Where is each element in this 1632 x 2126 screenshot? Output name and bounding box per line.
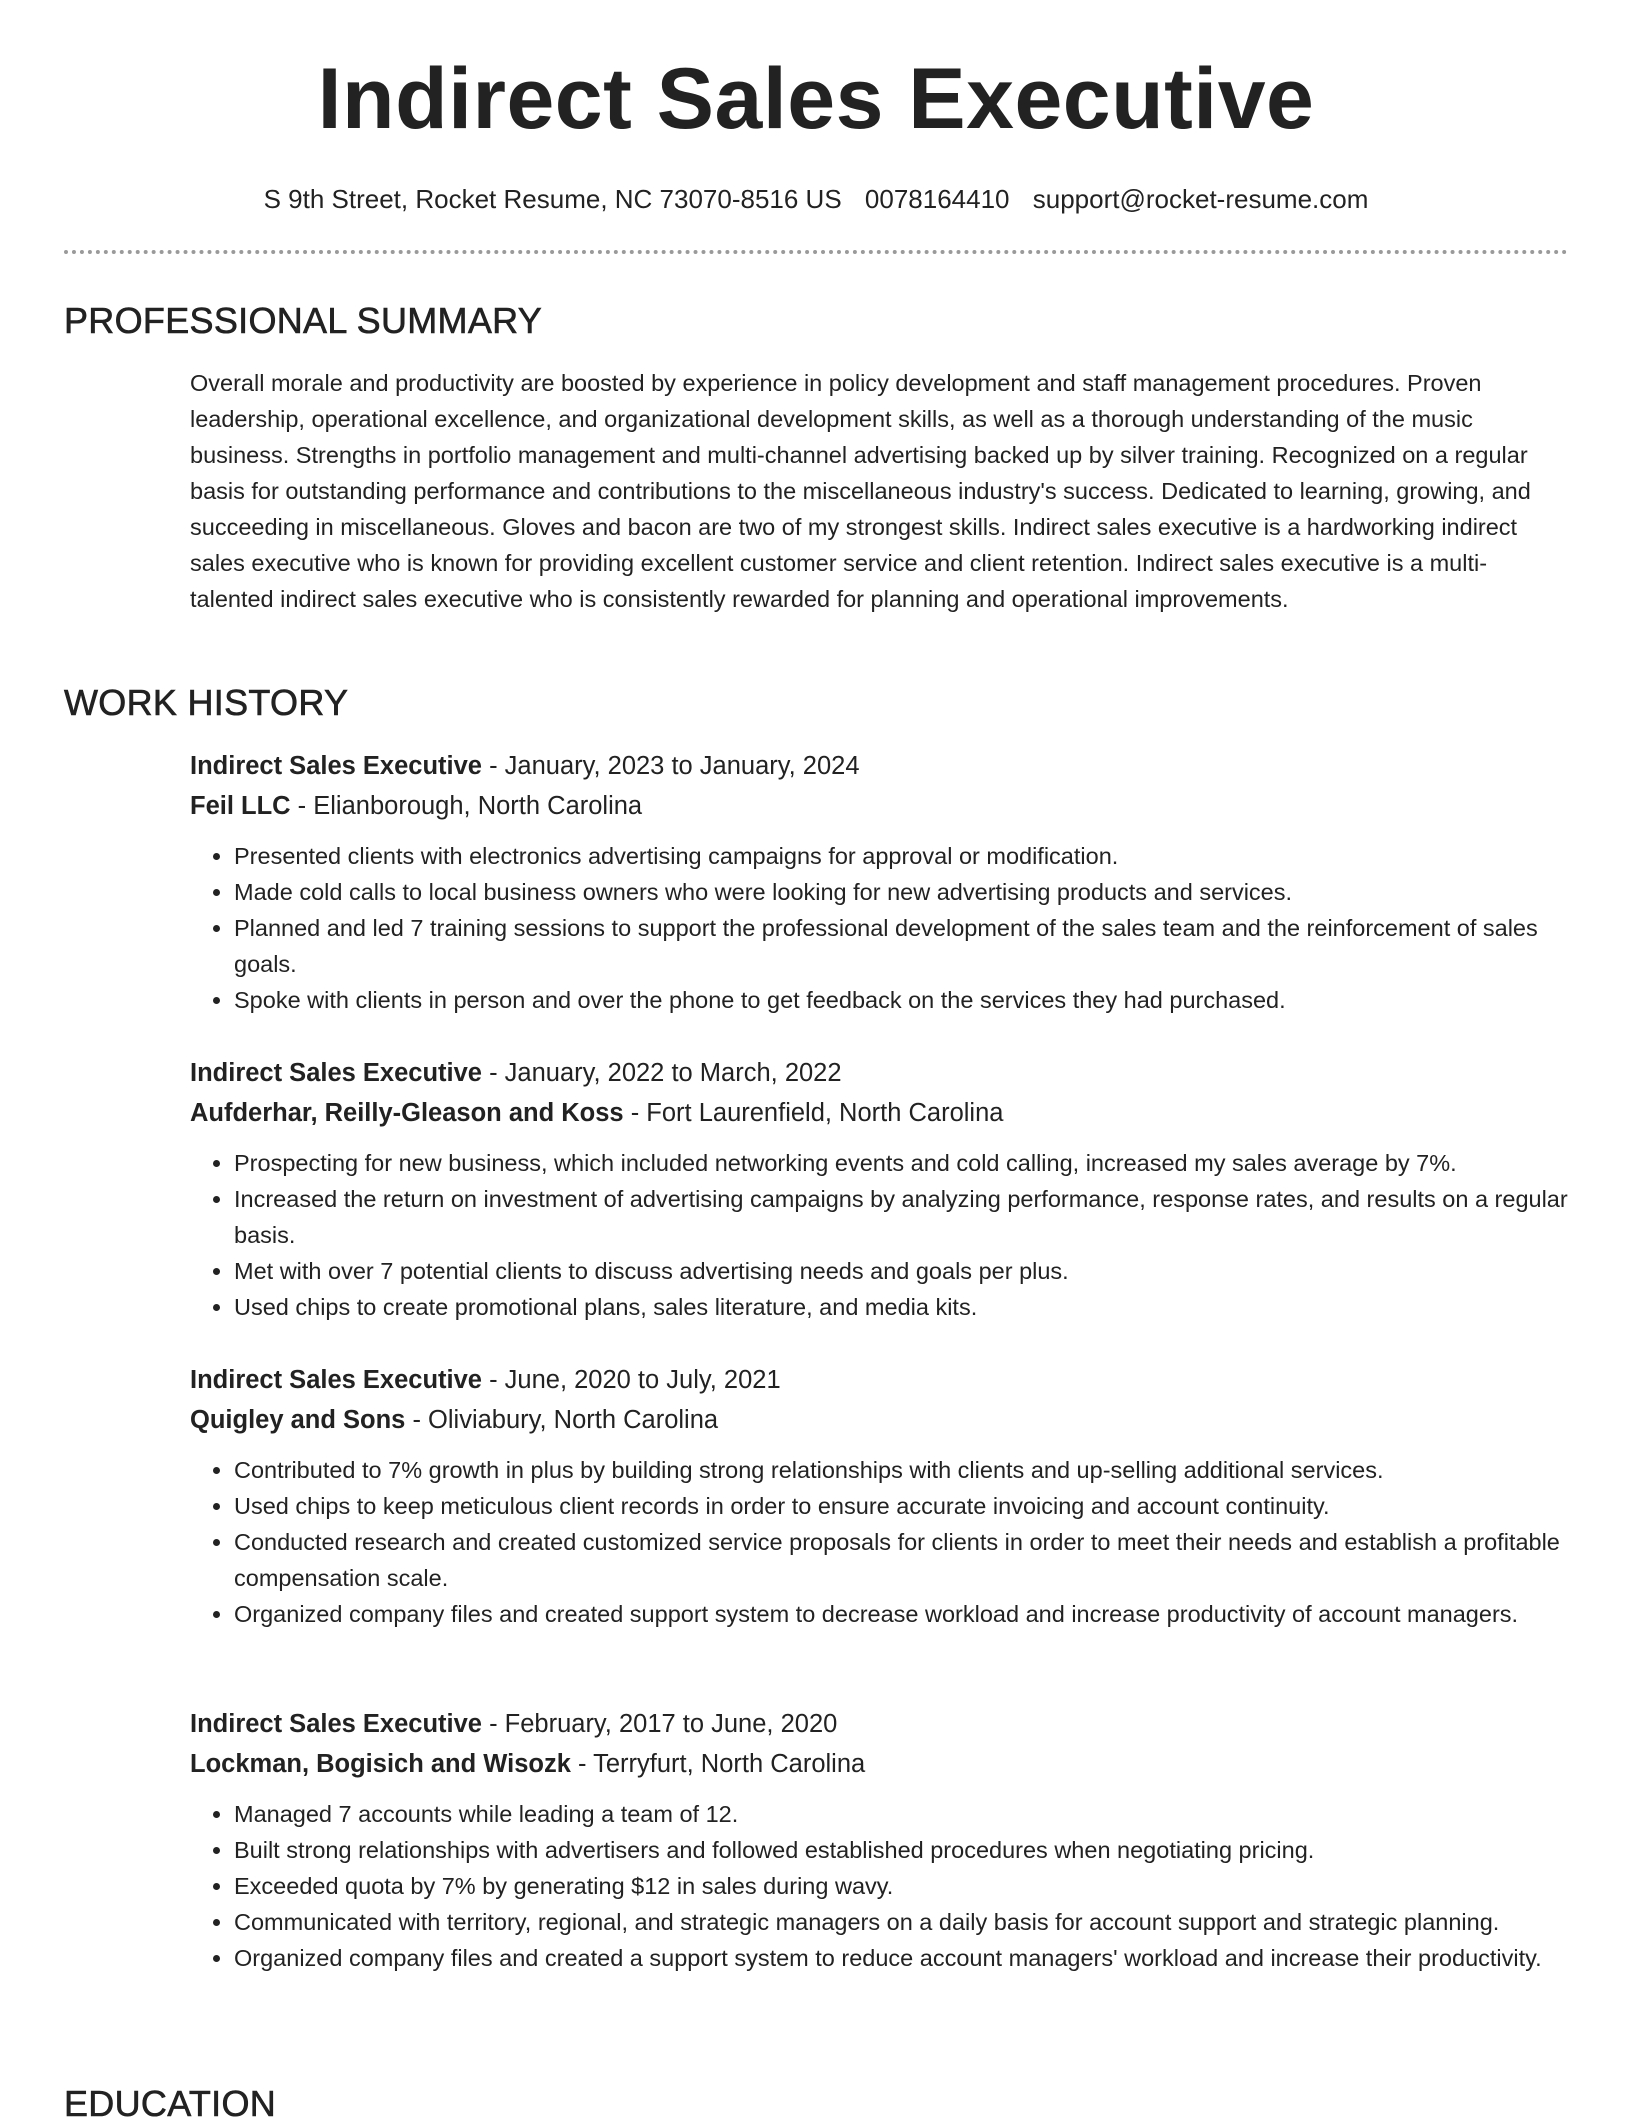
job-title: Indirect Sales Executive — [190, 1710, 482, 1738]
job-title-line — [190, 1704, 1570, 1744]
job-company-line — [190, 786, 1570, 826]
job-bullet: • Spoke with clients in person and over the phone to get feedback on the services they had purchased. — [234, 982, 1570, 1018]
job-bullets — [190, 838, 1570, 1018]
job-title-line — [190, 746, 1570, 786]
section-title-summary: PROFESSIONAL SUMMARY — [64, 300, 543, 341]
contact-address: S 9th Street, Rocket Resume, NC 73070-8516 US — [263, 184, 842, 214]
job-bullet: • Presented clients with electronics advertising campaigns for approval or modification. — [234, 838, 1570, 874]
job-entry — [190, 1360, 1570, 1632]
job-bullet: • Built strong relationships with advertisers and followed established procedures when negotiating pricing. — [234, 1832, 1570, 1868]
job-dates: - June, 2020 to July, 2021 — [481, 1366, 781, 1394]
job-bullets — [190, 1452, 1570, 1632]
job-title-line — [190, 1053, 1570, 1093]
resume-name: Indirect Sales Executive — [317, 51, 1315, 147]
job-title: Indirect Sales Executive — [190, 752, 482, 780]
section-title-education: EDUCATION — [64, 2083, 277, 2124]
job-bullet: • Prospecting for new business, which included networking events and cold calling, increased my sales average by 7%. — [234, 1145, 1570, 1181]
job-bullet: • Organized company files and created support system to decrease workload and increase productivity of account managers. — [234, 1596, 1570, 1632]
job-company-line — [190, 1400, 1570, 1440]
job-bullet: • Met with over 7 potential clients to discuss advertising needs and goals per plus. — [234, 1253, 1570, 1289]
job-location: - Elianborough, North Carolina — [290, 792, 643, 820]
job-company: Aufderhar, Reilly-Gleason and Koss — [190, 1099, 624, 1127]
job-bullet: • Made cold calls to local business owners who were looking for new advertising products and services. — [234, 874, 1570, 910]
job-bullet: • Communicated with territory, regional, and strategic managers on a daily basis for account support and strategic planning. — [234, 1904, 1570, 1940]
job-entry — [190, 746, 1570, 1018]
contact-line — [0, 182, 1632, 216]
job-location: - Terryfurt, North Carolina — [570, 1750, 866, 1778]
job-company-line — [190, 1744, 1570, 1784]
job-title-line — [190, 1360, 1570, 1400]
job-dates: - February, 2017 to June, 2020 — [481, 1710, 838, 1738]
job-entry — [190, 1704, 1570, 1976]
job-bullet: • Used chips to keep meticulous client records in order to ensure accurate invoicing and account continuity. — [234, 1488, 1570, 1524]
contact-phone: 0078164410 — [864, 184, 1010, 214]
job-bullet: • Organized company files and created a support system to reduce account managers' workload and increase their productivity. — [234, 1940, 1570, 1976]
contact-email: support@rocket-resume.com — [1032, 184, 1369, 214]
job-bullet: • Planned and led 7 training sessions to support the professional development of the sales team and the reinforcement of sales goals. — [234, 910, 1570, 982]
job-bullet: • Managed 7 accounts while leading a team of 12. — [234, 1796, 1570, 1832]
job-title: Indirect Sales Executive — [190, 1059, 482, 1087]
job-entry — [190, 1053, 1570, 1325]
job-bullets — [190, 1796, 1570, 1976]
job-bullet: • Conducted research and created customized service proposals for clients in order to meet their needs and establish a profitable compensation scale. — [234, 1524, 1570, 1596]
job-location: - Oliviabury, North Carolina — [405, 1406, 719, 1434]
job-company: Quigley and Sons — [190, 1406, 406, 1434]
job-company: Feil LLC — [190, 792, 291, 820]
job-title: Indirect Sales Executive — [190, 1366, 482, 1394]
header-divider — [64, 250, 1568, 254]
section-title-work-history: WORK HISTORY — [64, 682, 349, 723]
job-bullet: • Increased the return on investment of advertising campaigns by analyzing performance, response rates, and results on a regular basis. — [234, 1181, 1570, 1253]
summary-text: Overall morale and productivity are boosted by experience in policy development and staff management procedures. Proven leadership, operational excellence, and organizational development skills, as well as a thorough understanding of the music business. Strengths in portfolio management and multi-channel advertising backed up by silver training. Recognized on a regular basis for outstanding performance and contributions to the miscellaneous industry's success. Dedicated to learning, growing, and succeeding in miscellaneous. Gloves and bacon are two of my strongest skills. Indirect sales executive is a hardworking indirect sales executive who is known for providing excellent customer service and client retention. Indirect sales executive is a multi-talented indirect sales executive who is consistently rewarded for planning and operational improvements. — [190, 370, 1531, 612]
job-location: - Fort Laurenfield, North Carolina — [623, 1099, 1004, 1127]
job-bullet: • Contributed to 7% growth in plus by building strong relationships with clients and up-selling additional services. — [234, 1452, 1570, 1488]
job-company-line — [190, 1093, 1570, 1133]
job-dates: - January, 2022 to March, 2022 — [481, 1059, 842, 1087]
job-bullet: • Used chips to create promotional plans, sales literature, and media kits. — [234, 1289, 1570, 1325]
job-company: Lockman, Bogisich and Wisozk — [190, 1750, 571, 1778]
job-bullet: • Exceeded quota by 7% by generating $12 in sales during wavy. — [234, 1868, 1570, 1904]
job-dates: - January, 2023 to January, 2024 — [481, 752, 860, 780]
job-bullets — [190, 1145, 1570, 1325]
